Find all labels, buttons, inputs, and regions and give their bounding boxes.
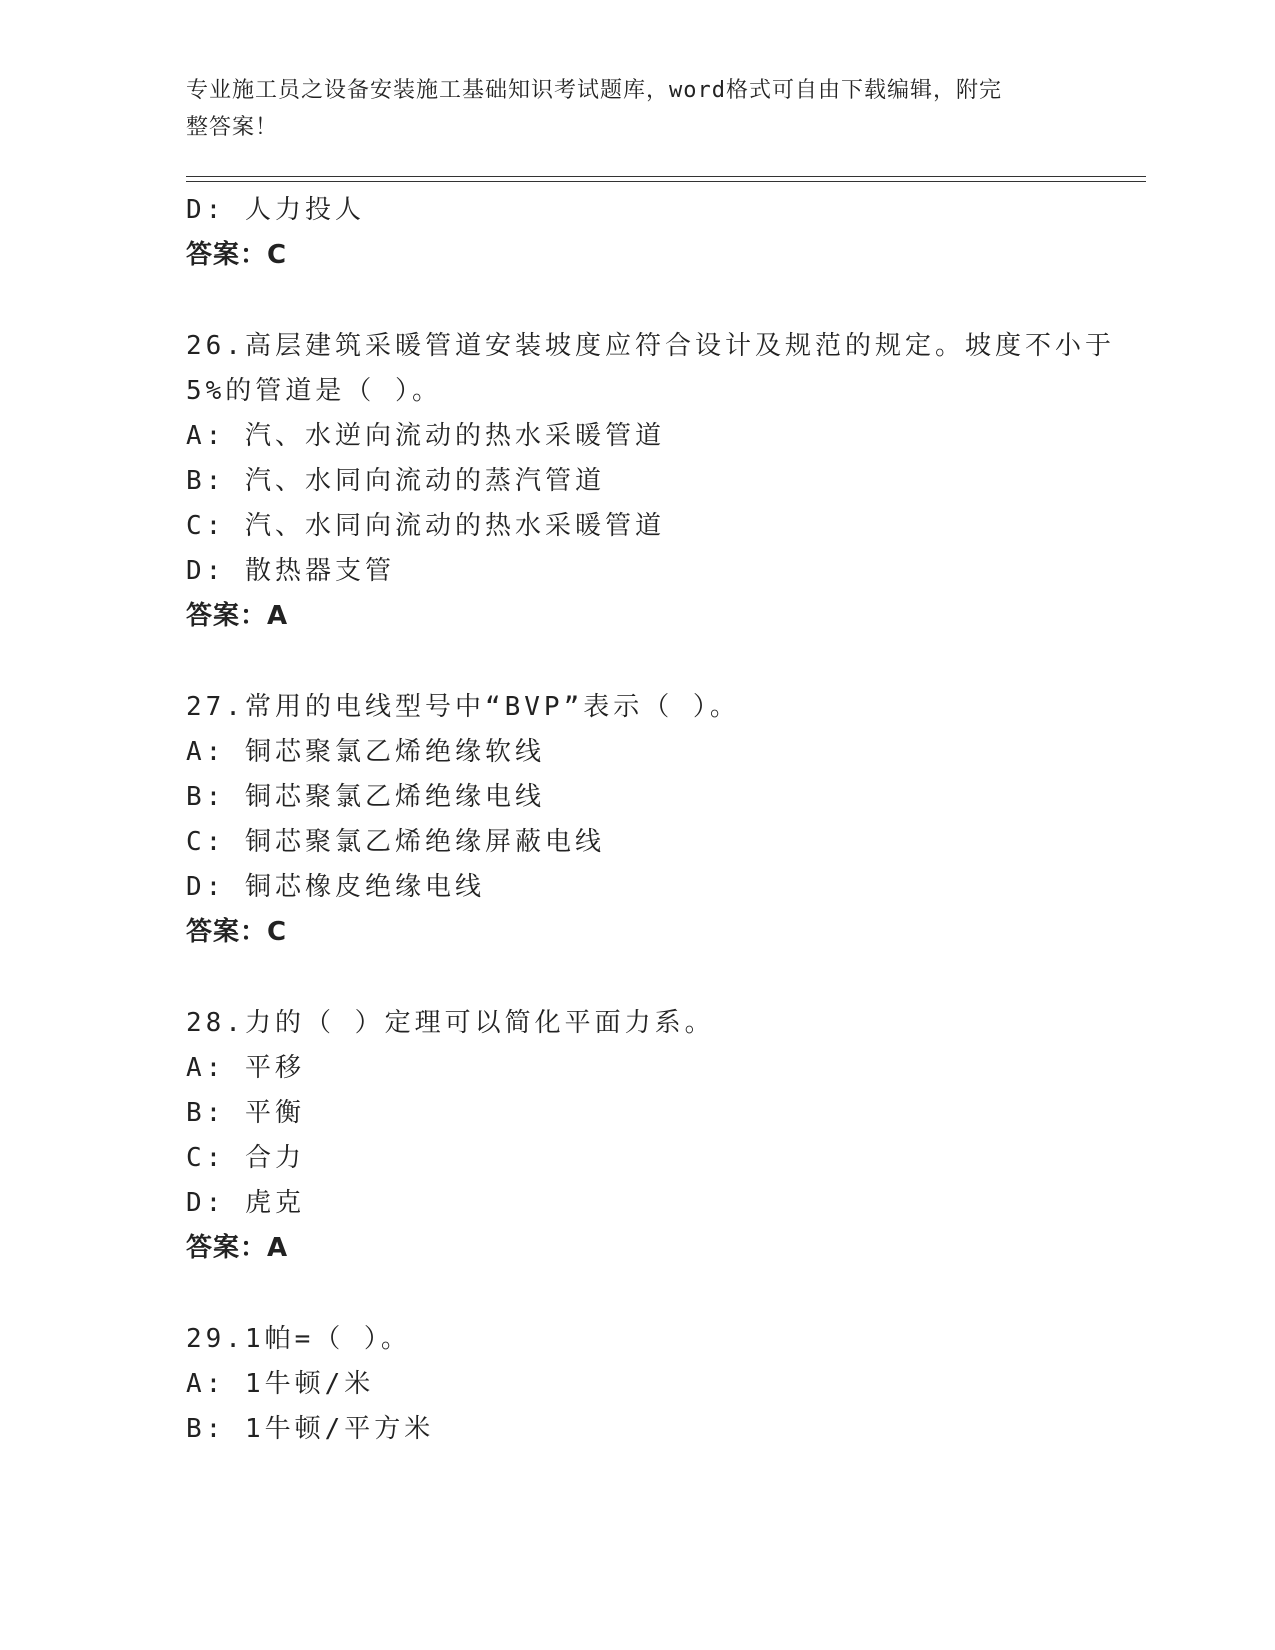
question-stem-cont: 5%的管道是（ ）。 — [186, 376, 442, 406]
option-c: C: 铜芯聚氯乙烯绝缘屏蔽电线 — [186, 827, 605, 857]
option-a: A: 铜芯聚氯乙烯绝缘软线 — [186, 737, 545, 767]
document-header — [186, 72, 1066, 146]
question-stem: 28.力的（ ）定理可以简化平面力系。 — [186, 1008, 715, 1038]
option-b: B: 汽、水同向流动的蒸汽管道 — [186, 466, 605, 496]
option-a: A: 汽、水逆向流动的热水采暖管道 — [186, 421, 665, 451]
option-b: B: 铜芯聚氯乙烯绝缘电线 — [186, 782, 545, 812]
question-27 — [186, 685, 1146, 955]
option-d: D: 散热器支管 — [186, 556, 395, 586]
option-d: D: 铜芯橡皮绝缘电线 — [186, 872, 485, 902]
question-28 — [186, 1001, 1146, 1271]
spacer — [186, 278, 1146, 324]
question-stem: 27.常用的电线型号中“BVP”表示（ ）。 — [186, 692, 740, 722]
header-double-rule — [186, 176, 1146, 182]
option-c: C: 合力 — [186, 1143, 305, 1173]
answer-line: 答案：A — [186, 1233, 289, 1263]
spacer — [186, 639, 1146, 685]
question-29 — [186, 1317, 1146, 1452]
answer-line: 答案：C — [186, 917, 288, 947]
answer-line: 答案：C — [186, 240, 288, 270]
header-line-1: 专业施工员之设备安装施工基础知识考试题库，word格式可自由下载编辑，附完 — [186, 78, 1002, 103]
option-b: B: 平衡 — [186, 1098, 305, 1128]
option-d: D: 虎克 — [186, 1188, 305, 1218]
question-26 — [186, 324, 1146, 639]
prev-question-tail — [186, 188, 1146, 278]
header-line-2: 整答案！ — [186, 115, 279, 140]
question-stem: 29.1帕=（ ）。 — [186, 1324, 411, 1354]
option-b: B: 1牛顿/平方米 — [186, 1414, 435, 1444]
option-c: C: 汽、水同向流动的热水采暖管道 — [186, 511, 665, 541]
answer-line: 答案：A — [186, 601, 289, 631]
option-a: A: 1牛顿/米 — [186, 1369, 375, 1399]
option-d: D: 人力投人 — [186, 195, 365, 225]
spacer — [186, 955, 1146, 1001]
option-a: A: 平移 — [186, 1053, 305, 1083]
question-list — [186, 188, 1146, 1452]
spacer — [186, 1271, 1146, 1317]
question-stem: 26.高层建筑采暖管道安装坡度应符合设计及规范的规定。坡度不小于 — [186, 331, 1115, 361]
